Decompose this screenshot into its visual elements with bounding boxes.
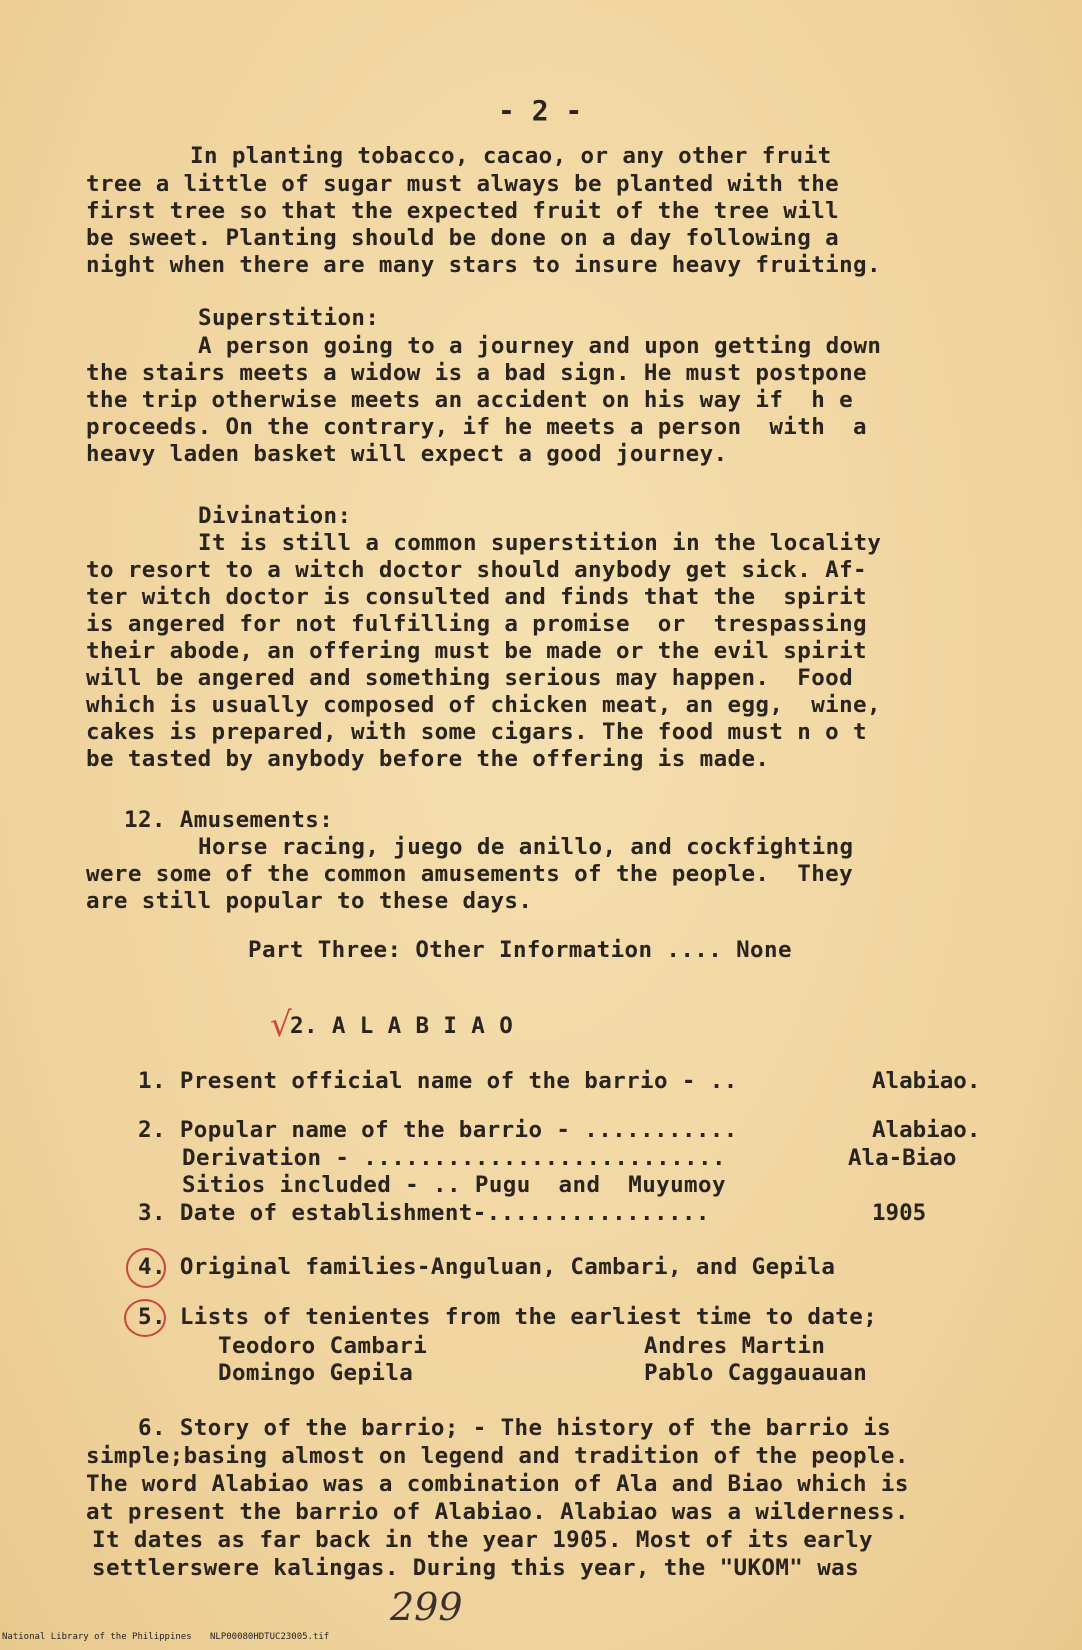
superstition-heading: Superstition: bbox=[198, 305, 380, 331]
item-sitios: Sitios included - .. Pugu and Muyumoy bbox=[182, 1172, 726, 1198]
divination-line-4: is angered for not fulfilling a promise or trespassing bbox=[86, 611, 867, 637]
superstition-line-2: the stairs meets a widow is a bad sign. He must postpone bbox=[86, 360, 867, 386]
divination-line-5: their abode, an offering must be made or the evil spirit bbox=[86, 638, 867, 664]
item-popular-name: 2. Popular name of the barrio - ........... bbox=[138, 1117, 738, 1143]
amusements-line-3: are still popular to these days. bbox=[86, 888, 533, 914]
teniente-name-2: Andres Martin bbox=[644, 1333, 826, 1359]
tobacco-line-4: be sweet. Planting should be done on a day following a bbox=[86, 225, 840, 251]
divination-line-7: which is usually composed of chicken meat, an egg, wine, bbox=[86, 692, 881, 718]
story-line-2: simple;basing almost on legend and tradition of the people. bbox=[86, 1443, 909, 1469]
teniente-name-3: Domingo Gepila bbox=[218, 1360, 414, 1386]
divination-line-3: ter witch doctor is consulted and finds that the spirit bbox=[86, 584, 867, 610]
amusements-heading: 12. Amusements: bbox=[124, 807, 334, 833]
story-line-3: The word Alabiao was a combination of Ala and Biao which is bbox=[86, 1471, 909, 1497]
item-popular-value: Alabiao. bbox=[872, 1117, 981, 1143]
tobacco-line-1: In planting tobacco, cacao, or any other fruit bbox=[190, 143, 832, 169]
barrio-heading: 2. A L A B I A O bbox=[290, 1013, 514, 1039]
item-derivation-value: Ala-Biao bbox=[848, 1145, 957, 1171]
superstition-line-5: heavy laden basket will expect a good journey. bbox=[86, 441, 728, 467]
story-line-4: at present the barrio of Alabiao. Alabiao was a wilderness. bbox=[86, 1499, 909, 1525]
handwritten-page-number: 299 bbox=[390, 1585, 463, 1629]
amusements-line-2: were some of the common amusements of the people. They bbox=[86, 861, 854, 887]
item-date-value: 1905 bbox=[872, 1200, 927, 1226]
page-number: - 2 - bbox=[498, 94, 583, 127]
item-original-families: 4. Original families-Anguluan, Cambari, and Gepila bbox=[138, 1254, 836, 1280]
divination-heading: Divination: bbox=[198, 503, 352, 529]
divination-line-6: will be angered and something serious may happen. Food bbox=[86, 665, 854, 691]
superstition-line-1: A person going to a journey and upon getting down bbox=[198, 333, 882, 359]
superstition-line-3: the trip otherwise meets an accident on his way if h e bbox=[86, 387, 854, 413]
item-official-name: 1. Present official name of the barrio - .. bbox=[138, 1068, 738, 1094]
teniente-name-1: Teodoro Cambari bbox=[218, 1333, 428, 1359]
part-three-line: Part Three: Other Information .... None bbox=[248, 937, 792, 963]
amusements-line-1: Horse racing, juego de anillo, and cockfighting bbox=[198, 834, 854, 860]
story-line-6: settlerswere kalingas. During this year, the "UKOM" was bbox=[92, 1555, 860, 1581]
item-tenientes: 5. Lists of tenientes from the earliest time to date; bbox=[138, 1304, 878, 1330]
teniente-name-4: Pablo Caggauauan bbox=[644, 1360, 868, 1386]
item-official-value: Alabiao. bbox=[872, 1068, 981, 1094]
item-derivation: Derivation - .......................... bbox=[182, 1145, 726, 1171]
check-mark: √ bbox=[270, 1005, 292, 1045]
story-line-1: 6. Story of the barrio; - The history of the barrio is bbox=[138, 1415, 892, 1441]
divination-line-8: cakes is prepared, with some cigars. The food must n o t bbox=[86, 719, 867, 745]
divination-line-9: be tasted by anybody before the offering is made. bbox=[86, 746, 770, 772]
divination-line-1: It is still a common superstition in the locality bbox=[198, 530, 882, 556]
tobacco-line-3: first tree so that the expected fruit of the tree will bbox=[86, 198, 840, 224]
tobacco-line-5: night when there are many stars to insure heavy fruiting. bbox=[86, 252, 881, 278]
footer-file-name: NLP00080HDTUC23005.tif bbox=[210, 1632, 330, 1642]
story-line-5: It dates as far back in the year 1905. Most of its early bbox=[92, 1527, 873, 1553]
superstition-line-4: proceeds. On the contrary, if he meets a person with a bbox=[86, 414, 867, 440]
item-date-est: 3. Date of establishment-................ bbox=[138, 1200, 710, 1226]
divination-line-2: to resort to a witch doctor should anybody get sick. Af- bbox=[86, 557, 867, 583]
footer-library-name: National Library of the Philippines bbox=[2, 1632, 192, 1642]
tobacco-line-2: tree a little of sugar must always be planted with the bbox=[86, 171, 840, 197]
